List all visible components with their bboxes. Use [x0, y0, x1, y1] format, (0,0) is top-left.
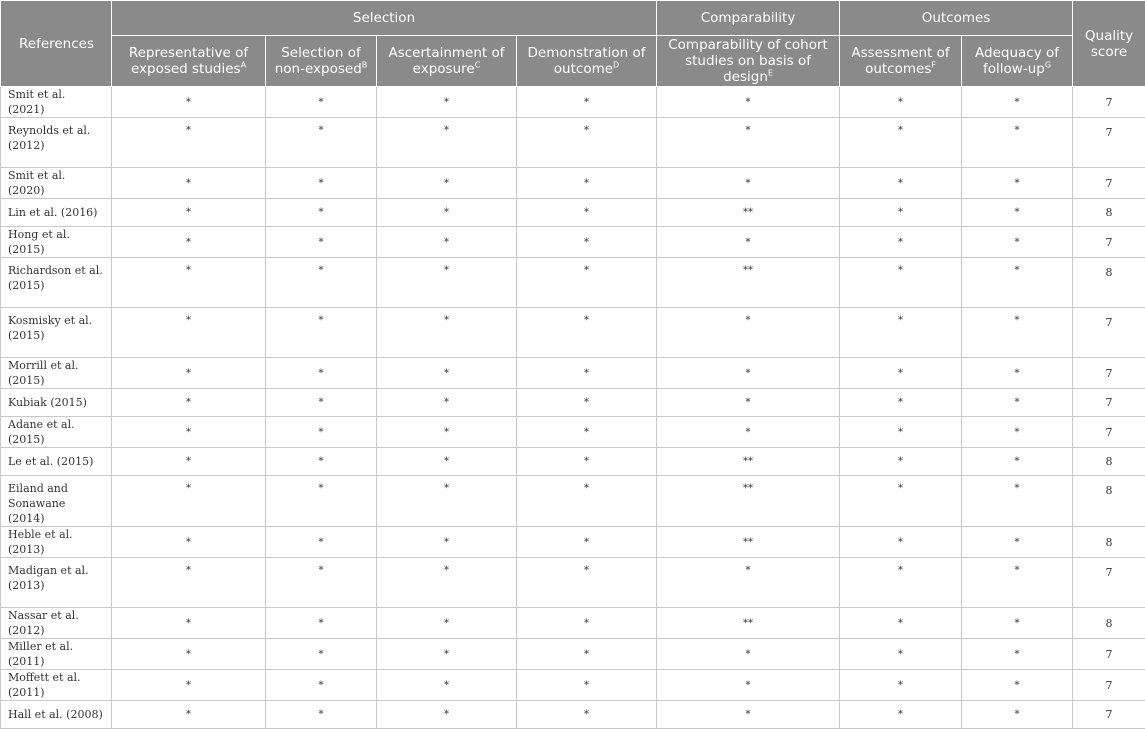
quality-score-cell: 8 [1073, 527, 1145, 558]
representative-cell: * [112, 389, 266, 417]
non-exposed-cell: * [266, 476, 377, 527]
representative-cell: * [112, 417, 266, 448]
comparability-label: Comparability of cohort studies on basis of design [668, 37, 828, 85]
ascertainment-cell: * [377, 476, 517, 527]
adequacy-cell: * [962, 308, 1073, 358]
adequacy-header [962, 36, 1073, 87]
outcomes-group-header: Outcomes [840, 1, 1073, 36]
adequacy-cell: * [962, 670, 1073, 701]
comparability-group-header: Comparability [657, 1, 840, 36]
comparability-footnote-mark: E [768, 69, 773, 78]
quality-score-cell: 7 [1073, 417, 1145, 448]
non-exposed-cell: * [266, 118, 377, 168]
table-row [1, 168, 1145, 199]
reference-cell: Morrill et al. (2015) [1, 358, 112, 389]
non-exposed-cell: * [266, 639, 377, 670]
representative-cell: * [112, 227, 266, 258]
ascertainment-cell: * [377, 448, 517, 476]
comparability-cell: ** [657, 199, 840, 227]
reference-cell: Hall et al. (2008) [1, 701, 112, 729]
non-exposed-cell: * [266, 199, 377, 227]
non-exposed-cell: * [266, 258, 377, 308]
assessment-cell: * [840, 199, 962, 227]
selection-group-header: Selection [112, 1, 657, 36]
representative-cell: * [112, 118, 266, 168]
assessment-cell: * [840, 308, 962, 358]
reference-cell: Lin et al. (2016) [1, 199, 112, 227]
demonstration-cell: * [517, 358, 657, 389]
adequacy-cell: * [962, 358, 1073, 389]
quality-score-header: Quality score [1073, 1, 1145, 87]
quality-score-cell: 8 [1073, 476, 1145, 527]
table-row [1, 701, 1145, 729]
comparability-cell: * [657, 87, 840, 118]
assessment-cell: * [840, 608, 962, 639]
demonstration-cell: * [517, 118, 657, 168]
comparability-cell: ** [657, 527, 840, 558]
comparability-cell: ** [657, 258, 840, 308]
ascertainment-cell: * [377, 227, 517, 258]
ascertainment-cell: * [377, 389, 517, 417]
adequacy-cell: * [962, 118, 1073, 168]
assessment-cell: * [840, 448, 962, 476]
demonstration-cell: * [517, 258, 657, 308]
comparability-cell: * [657, 358, 840, 389]
ascertainment-cell: * [377, 701, 517, 729]
quality-score-cell: 7 [1073, 639, 1145, 670]
adequacy-cell: * [962, 448, 1073, 476]
assessment-cell: * [840, 358, 962, 389]
demonstration-cell: * [517, 476, 657, 527]
non-exposed-cell: * [266, 670, 377, 701]
ascertainment-cell: * [377, 527, 517, 558]
reference-cell: Eiland and Sonawane (2014) [1, 476, 112, 527]
adequacy-cell: * [962, 227, 1073, 258]
table-row [1, 227, 1145, 258]
references-header: References [1, 1, 112, 87]
representative-cell: * [112, 448, 266, 476]
comparability-cell: * [657, 670, 840, 701]
ascertainment-cell: * [377, 308, 517, 358]
assessment-cell: * [840, 258, 962, 308]
comparability-header [657, 36, 840, 87]
reference-cell: Hong et al. (2015) [1, 227, 112, 258]
demonstration-cell: * [517, 608, 657, 639]
representative-cell: * [112, 558, 266, 608]
comparability-cell: * [657, 227, 840, 258]
reference-cell: Richardson et al. (2015) [1, 258, 112, 308]
quality-score-cell: 7 [1073, 118, 1145, 168]
table-row [1, 389, 1145, 417]
reference-cell: Miller et al. (2011) [1, 639, 112, 670]
table-row [1, 639, 1145, 670]
table-header [1, 1, 1145, 87]
quality-score-cell: 8 [1073, 258, 1145, 308]
non-exposed-label: Selection of non-exposed [275, 45, 362, 77]
non-exposed-cell: * [266, 389, 377, 417]
quality-score-cell: 7 [1073, 168, 1145, 199]
adequacy-cell: * [962, 608, 1073, 639]
ascertainment-cell: * [377, 417, 517, 448]
representative-cell: * [112, 701, 266, 729]
representative-cell: * [112, 308, 266, 358]
ascertainment-label: Ascertainment of exposure [388, 45, 504, 77]
adequacy-cell: * [962, 558, 1073, 608]
reference-cell: Heble et al. (2013) [1, 527, 112, 558]
comparability-cell: * [657, 308, 840, 358]
demonstration-footnote-mark: D [613, 61, 619, 70]
comparability-cell: * [657, 389, 840, 417]
adequacy-cell: * [962, 701, 1073, 729]
reference-cell: Kosmisky et al. (2015) [1, 308, 112, 358]
adequacy-cell: * [962, 199, 1073, 227]
representative-cell: * [112, 608, 266, 639]
representative-cell: * [112, 639, 266, 670]
table-row [1, 118, 1145, 168]
table-row [1, 87, 1145, 118]
demonstration-cell: * [517, 417, 657, 448]
ascertainment-cell: * [377, 608, 517, 639]
quality-score-cell: 7 [1073, 308, 1145, 358]
ascertainment-cell: * [377, 258, 517, 308]
demonstration-cell: * [517, 199, 657, 227]
quality-score-cell: 8 [1073, 448, 1145, 476]
reference-cell: Le et al. (2015) [1, 448, 112, 476]
table-row [1, 258, 1145, 308]
representative-cell: * [112, 87, 266, 118]
demonstration-label: Demonstration of outcome [528, 45, 646, 77]
demonstration-cell: * [517, 87, 657, 118]
reference-cell: Madigan et al. (2013) [1, 558, 112, 608]
table-row [1, 527, 1145, 558]
non-exposed-cell: * [266, 358, 377, 389]
representative-cell: * [112, 527, 266, 558]
table-row [1, 199, 1145, 227]
ascertainment-cell: * [377, 118, 517, 168]
comparability-cell: * [657, 639, 840, 670]
quality-score-cell: 8 [1073, 608, 1145, 639]
quality-score-cell: 7 [1073, 389, 1145, 417]
non-exposed-cell: * [266, 227, 377, 258]
non-exposed-cell: * [266, 527, 377, 558]
adequacy-label: Adequacy of follow-up [975, 45, 1059, 77]
assessment-label: Assessment of outcomes [851, 45, 949, 77]
header-sub-row [1, 36, 1145, 87]
demonstration-cell: * [517, 389, 657, 417]
table-row [1, 448, 1145, 476]
quality-score-cell: 7 [1073, 358, 1145, 389]
table-row [1, 558, 1145, 608]
ascertainment-cell: * [377, 558, 517, 608]
non-exposed-cell: * [266, 701, 377, 729]
assessment-cell: * [840, 417, 962, 448]
representative-cell: * [112, 168, 266, 199]
assessment-footnote-mark: F [931, 61, 936, 70]
comparability-cell: ** [657, 448, 840, 476]
non-exposed-cell: * [266, 558, 377, 608]
assessment-cell: * [840, 168, 962, 199]
comparability-cell: * [657, 118, 840, 168]
demonstration-header [517, 36, 657, 87]
ascertainment-cell: * [377, 670, 517, 701]
assessment-cell: * [840, 670, 962, 701]
ascertainment-cell: * [377, 639, 517, 670]
quality-score-cell: 7 [1073, 558, 1145, 608]
representative-cell: * [112, 199, 266, 227]
demonstration-cell: * [517, 168, 657, 199]
reference-cell: Nassar et al. (2012) [1, 608, 112, 639]
table-row [1, 608, 1145, 639]
demonstration-cell: * [517, 558, 657, 608]
assessment-cell: * [840, 701, 962, 729]
adequacy-cell: * [962, 168, 1073, 199]
demonstration-cell: * [517, 448, 657, 476]
ascertainment-cell: * [377, 199, 517, 227]
quality-score-cell: 7 [1073, 87, 1145, 118]
comparability-cell: * [657, 168, 840, 199]
representative-label: Representative of exposed studies [129, 45, 248, 77]
header-group-row [1, 1, 1145, 36]
ascertainment-cell: * [377, 168, 517, 199]
adequacy-cell: * [962, 258, 1073, 308]
table-row [1, 476, 1145, 527]
comparability-cell: ** [657, 476, 840, 527]
table-row [1, 670, 1145, 701]
assessment-cell: * [840, 558, 962, 608]
non-exposed-cell: * [266, 448, 377, 476]
non-exposed-cell: * [266, 308, 377, 358]
representative-cell: * [112, 258, 266, 308]
assessment-cell: * [840, 527, 962, 558]
non-exposed-header [266, 36, 377, 87]
ascertainment-footnote-mark: C [475, 61, 481, 70]
assessment-cell: * [840, 87, 962, 118]
assessment-cell: * [840, 476, 962, 527]
quality-score-cell: 7 [1073, 227, 1145, 258]
reference-cell: Smit et al. (2021) [1, 87, 112, 118]
reference-cell: Kubiak (2015) [1, 389, 112, 417]
adequacy-cell: * [962, 527, 1073, 558]
reference-cell: Moffett et al. (2011) [1, 670, 112, 701]
ascertainment-cell: * [377, 358, 517, 389]
representative-cell: * [112, 670, 266, 701]
comparability-cell: * [657, 701, 840, 729]
demonstration-cell: * [517, 527, 657, 558]
adequacy-cell: * [962, 87, 1073, 118]
table-body [1, 87, 1145, 729]
assessment-cell: * [840, 639, 962, 670]
reference-cell: Reynolds et al. (2012) [1, 118, 112, 168]
non-exposed-cell: * [266, 608, 377, 639]
table-row [1, 308, 1145, 358]
demonstration-cell: * [517, 308, 657, 358]
comparability-cell: * [657, 417, 840, 448]
ascertainment-header [377, 36, 517, 87]
non-exposed-footnote-mark: B [362, 61, 368, 70]
table-row [1, 417, 1145, 448]
demonstration-cell: * [517, 227, 657, 258]
assessment-cell: * [840, 227, 962, 258]
ascertainment-cell: * [377, 87, 517, 118]
reference-cell: Adane et al. (2015) [1, 417, 112, 448]
representative-cell: * [112, 476, 266, 527]
quality-score-cell: 7 [1073, 670, 1145, 701]
reference-cell: Smit et al. (2020) [1, 168, 112, 199]
adequacy-footnote-mark: G [1045, 61, 1051, 70]
demonstration-cell: * [517, 701, 657, 729]
non-exposed-cell: * [266, 417, 377, 448]
adequacy-cell: * [962, 417, 1073, 448]
comparability-cell: * [657, 558, 840, 608]
demonstration-cell: * [517, 670, 657, 701]
adequacy-cell: * [962, 639, 1073, 670]
table-row [1, 358, 1145, 389]
adequacy-cell: * [962, 476, 1073, 527]
assessment-cell: * [840, 118, 962, 168]
quality-score-cell: 8 [1073, 199, 1145, 227]
quality-score-cell: 7 [1073, 701, 1145, 729]
non-exposed-cell: * [266, 168, 377, 199]
demonstration-cell: * [517, 639, 657, 670]
comparability-cell: ** [657, 608, 840, 639]
representative-cell: * [112, 358, 266, 389]
representative-footnote-mark: A [241, 61, 246, 70]
adequacy-cell: * [962, 389, 1073, 417]
assessment-cell: * [840, 389, 962, 417]
representative-header [112, 36, 266, 87]
assessment-header [840, 36, 962, 87]
non-exposed-cell: * [266, 87, 377, 118]
